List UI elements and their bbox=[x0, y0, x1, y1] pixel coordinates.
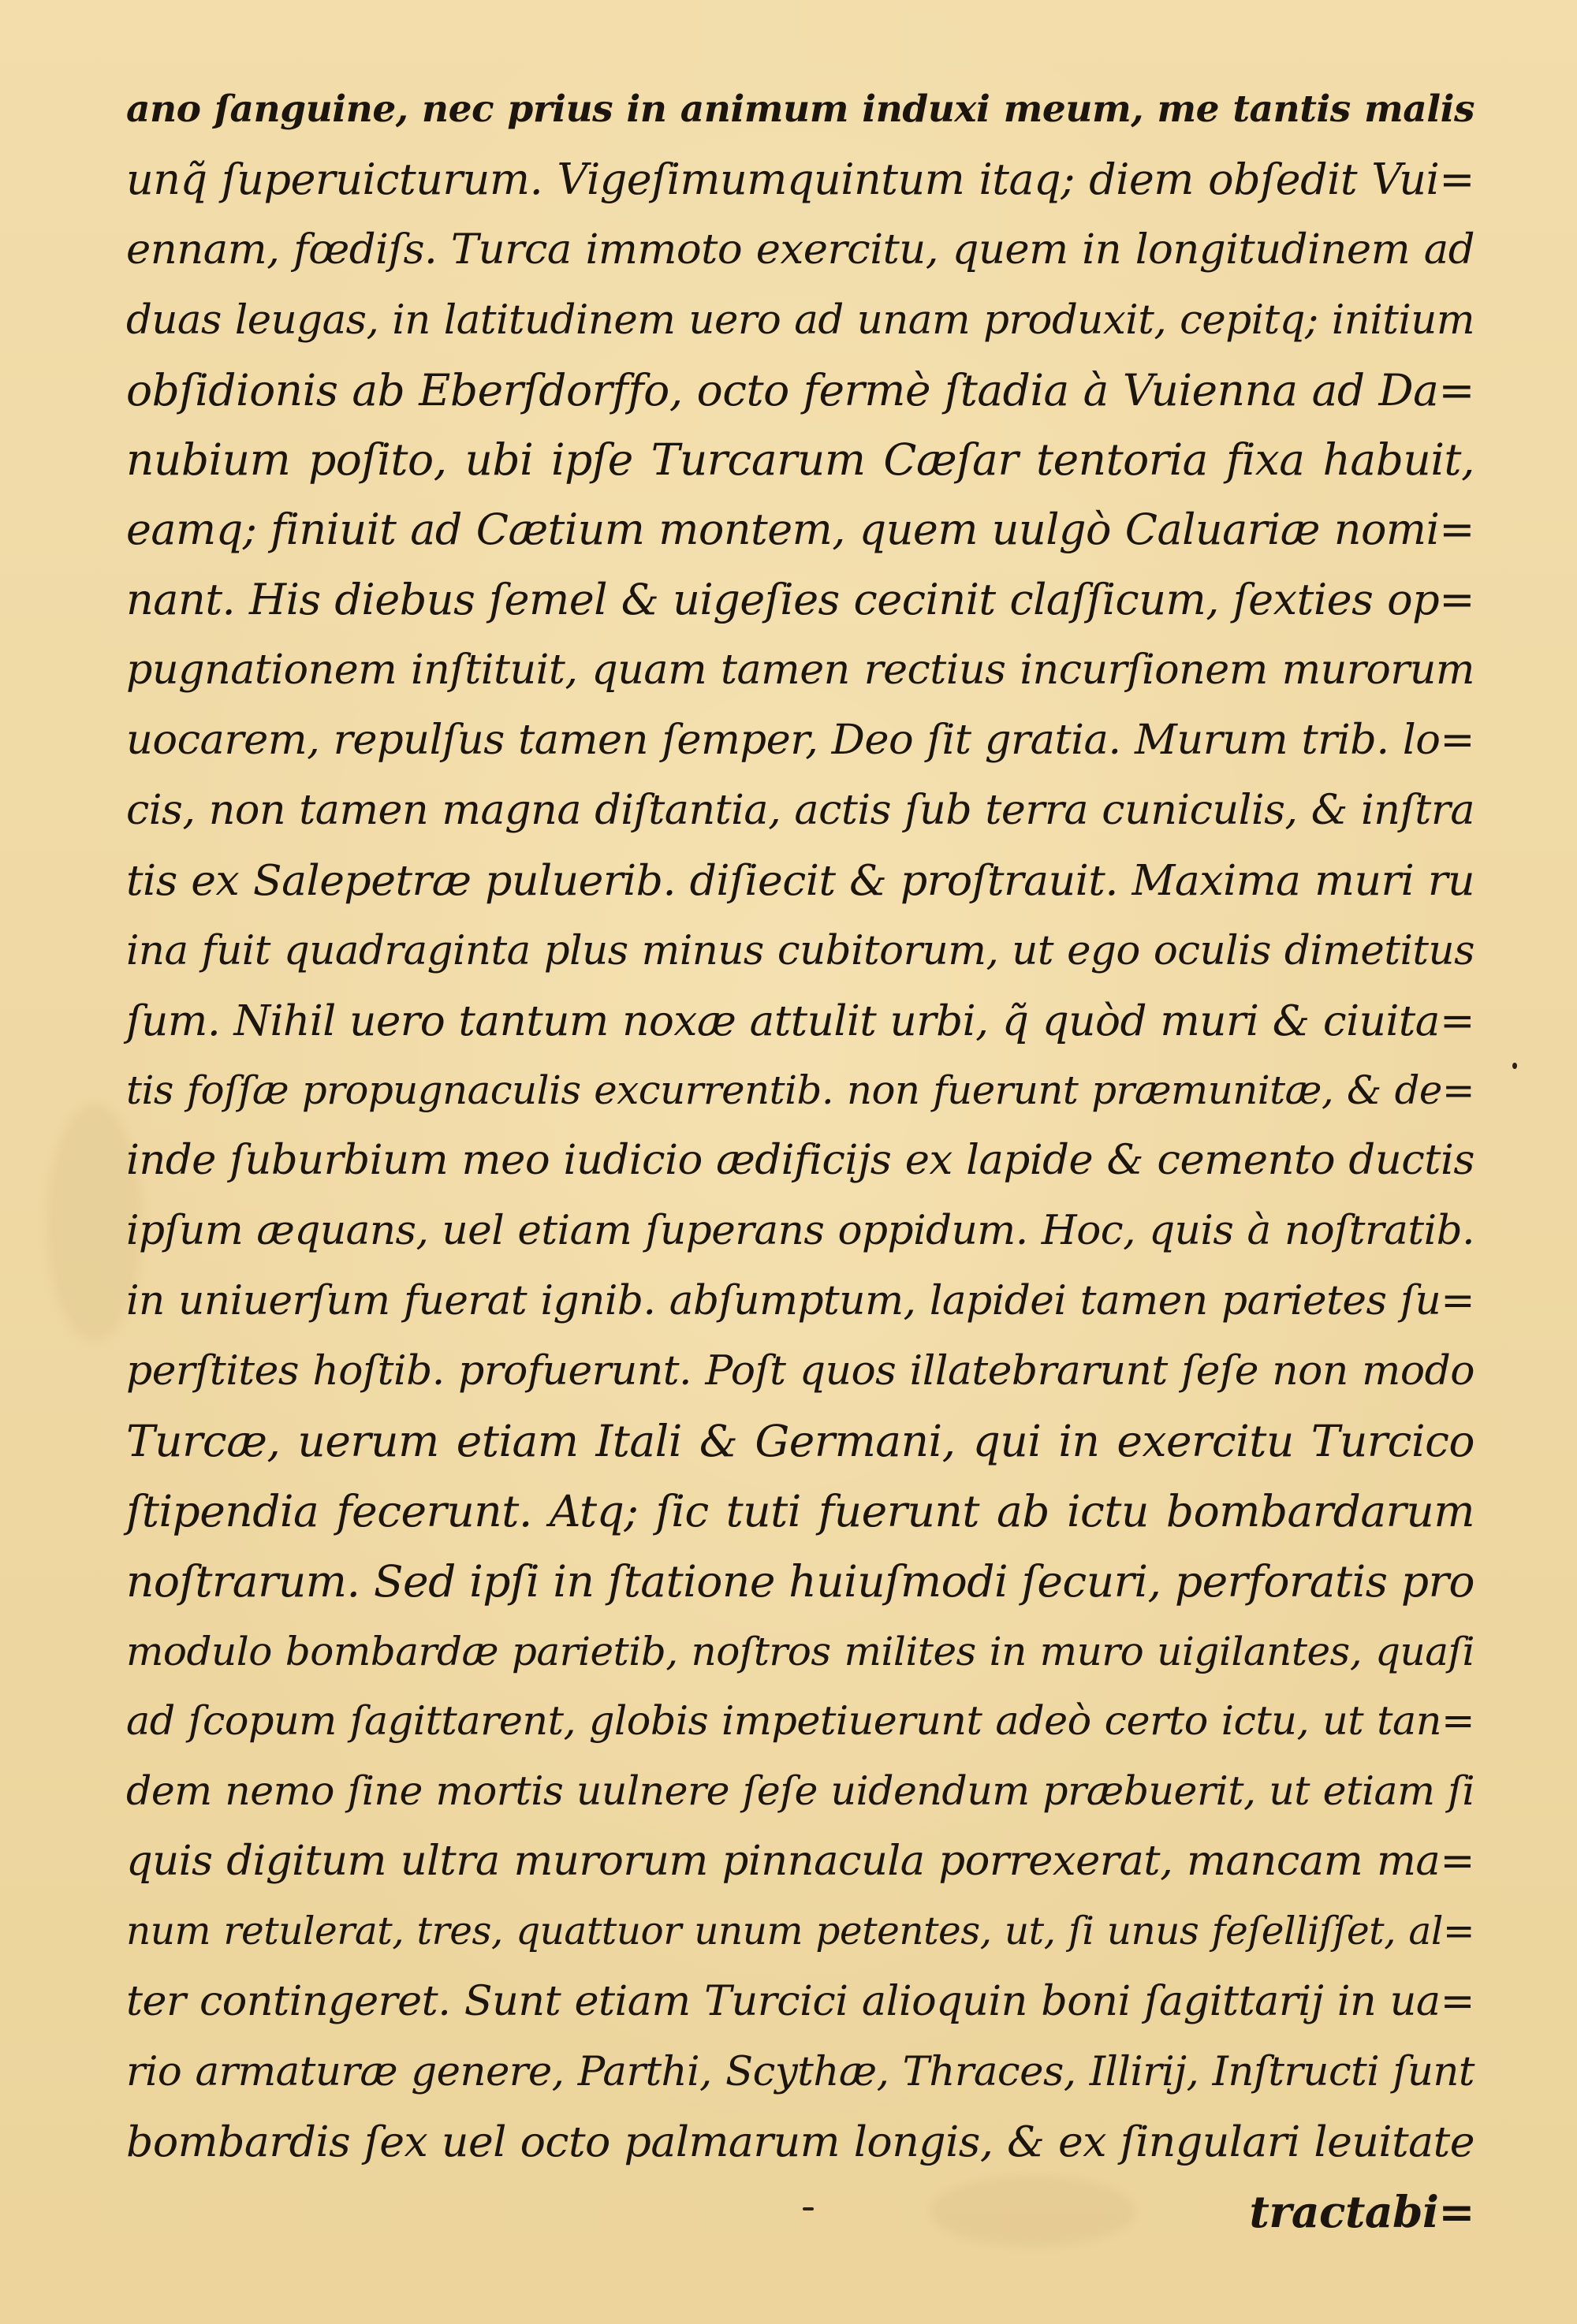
text-line: tis foſſæ propugnaculis excurrentib. non fuerunt præmunitæ, & de= bbox=[126, 1067, 1474, 1114]
text-line: in uniuerſum fuerat ignib. abſumptum, lapidei tamen parietes ſu= bbox=[126, 1277, 1474, 1325]
text-line: noſtrarum. Sed ipſi in ſtatione huiuſmodi ſecuri, perforatis pro bbox=[126, 1555, 1474, 1607]
text-line: bombardis ſex uel octo palmarum longis, & ex ſingulari leuitate bbox=[126, 2116, 1474, 2166]
ink-speck bbox=[1512, 1063, 1517, 1069]
text-line: rio armaturæ genere, Parthi, Scythæ, Thraces, Illirij, Inſtructi ſunt bbox=[126, 2047, 1474, 2095]
text-line: modulo bombardæ parietib, noſtros milites in muro uigilantes, quaſi bbox=[126, 1628, 1474, 1674]
text-line: eamq; finiuit ad Cætium montem, quem uulgò Caluariæ nomi= bbox=[126, 505, 1474, 555]
text-line: ipſum æquans, uel etiam ſuperans oppidum. Hoc, quis à noſtratib. bbox=[126, 1207, 1474, 1255]
text-line: duas leugas, in latitudinem uero ad unam produxit, cepitq; initium bbox=[126, 296, 1474, 344]
text-line: ennam, fœdiſs. Turca immoto exercitu, quem in longitudinem ad bbox=[126, 225, 1474, 274]
text-line: unq̃ ſuperuicturum. Vigeſimumquintum itaq; diem obſedit Vui= bbox=[126, 154, 1474, 204]
text-line: tis ex Salepetræ puluerib. diſiecit & proſtrauit. Maxima muri ru bbox=[126, 855, 1474, 905]
text-line: cis, non tamen magna diſtantia, actis ſub terra cuniculis, & inſtra bbox=[126, 785, 1474, 834]
text-line: ano ſanguine, nec prius in animum induxi meum, me tantis malis bbox=[126, 88, 1474, 131]
text-line: dem nemo ſine mortis uulnere ſeſe uidendum præbuerit, ut etiam ſi bbox=[126, 1767, 1474, 1815]
text-line: Turcæ, uerum etiam Itali & Germani, qui in exercitu Turcico bbox=[126, 1415, 1474, 1466]
text-line: num retulerat, tres, quattuor unum petentes, ut, ſi unus feſelliſſet, al= bbox=[126, 1909, 1474, 1954]
text-line: quis digitum ultra murorum pinnacula porrexerat, mancam ma= bbox=[126, 1837, 1474, 1886]
text-line: inde ſuburbium meo iudicio ædificijs ex lapide & cemento ductis bbox=[126, 1136, 1474, 1185]
text-line: perſtites hoſtib. profuerunt. Poſt quos illatebrarunt ſeſe non modo bbox=[126, 1347, 1474, 1395]
text-line: ſtipendia fecerunt. Atq; ſic tuti fuerunt ab ictu bombardarum bbox=[126, 1485, 1474, 1536]
catchword: tractabi= bbox=[1249, 2185, 1474, 2237]
text-line: obſidionis ab Eberſdorffo, octo fermè ſtadia à Vuienna ad Da= bbox=[126, 364, 1474, 415]
text-line: pugnationem inſtituit, quam tamen rectius incurſionem murorum bbox=[126, 646, 1474, 695]
text-line: ter contingeret. Sunt etiam Turcici alioquin boni ſagittarij in ua= bbox=[126, 1977, 1474, 2026]
text-line: ad ſcopum ſagittarent, globis impetiuerunt adeò certo ictu, ut tan= bbox=[126, 1697, 1474, 1745]
ink-speck bbox=[803, 2207, 814, 2210]
body-text bbox=[126, 75, 1474, 2248]
text-line: ſum. Nihil uero tantum noxæ attulit urbi, q̃ quòd muri & ciuita= bbox=[126, 996, 1474, 1045]
text-line: nant. His diebus ſemel & uigeſies cecinit claſſicum, ſexties op= bbox=[126, 575, 1474, 625]
text-line: uocarem, repulſus tamen ſemper, Deo ſit gratia. Murum trib. lo= bbox=[126, 716, 1474, 765]
text-line: nubium poſito, ubi ipſe Turcarum Cæſar tentoria fixa habuit, bbox=[126, 434, 1474, 486]
text-line: ina fuit quadraginta plus minus cubitorum, ut ego oculis dimetitus bbox=[126, 926, 1474, 974]
